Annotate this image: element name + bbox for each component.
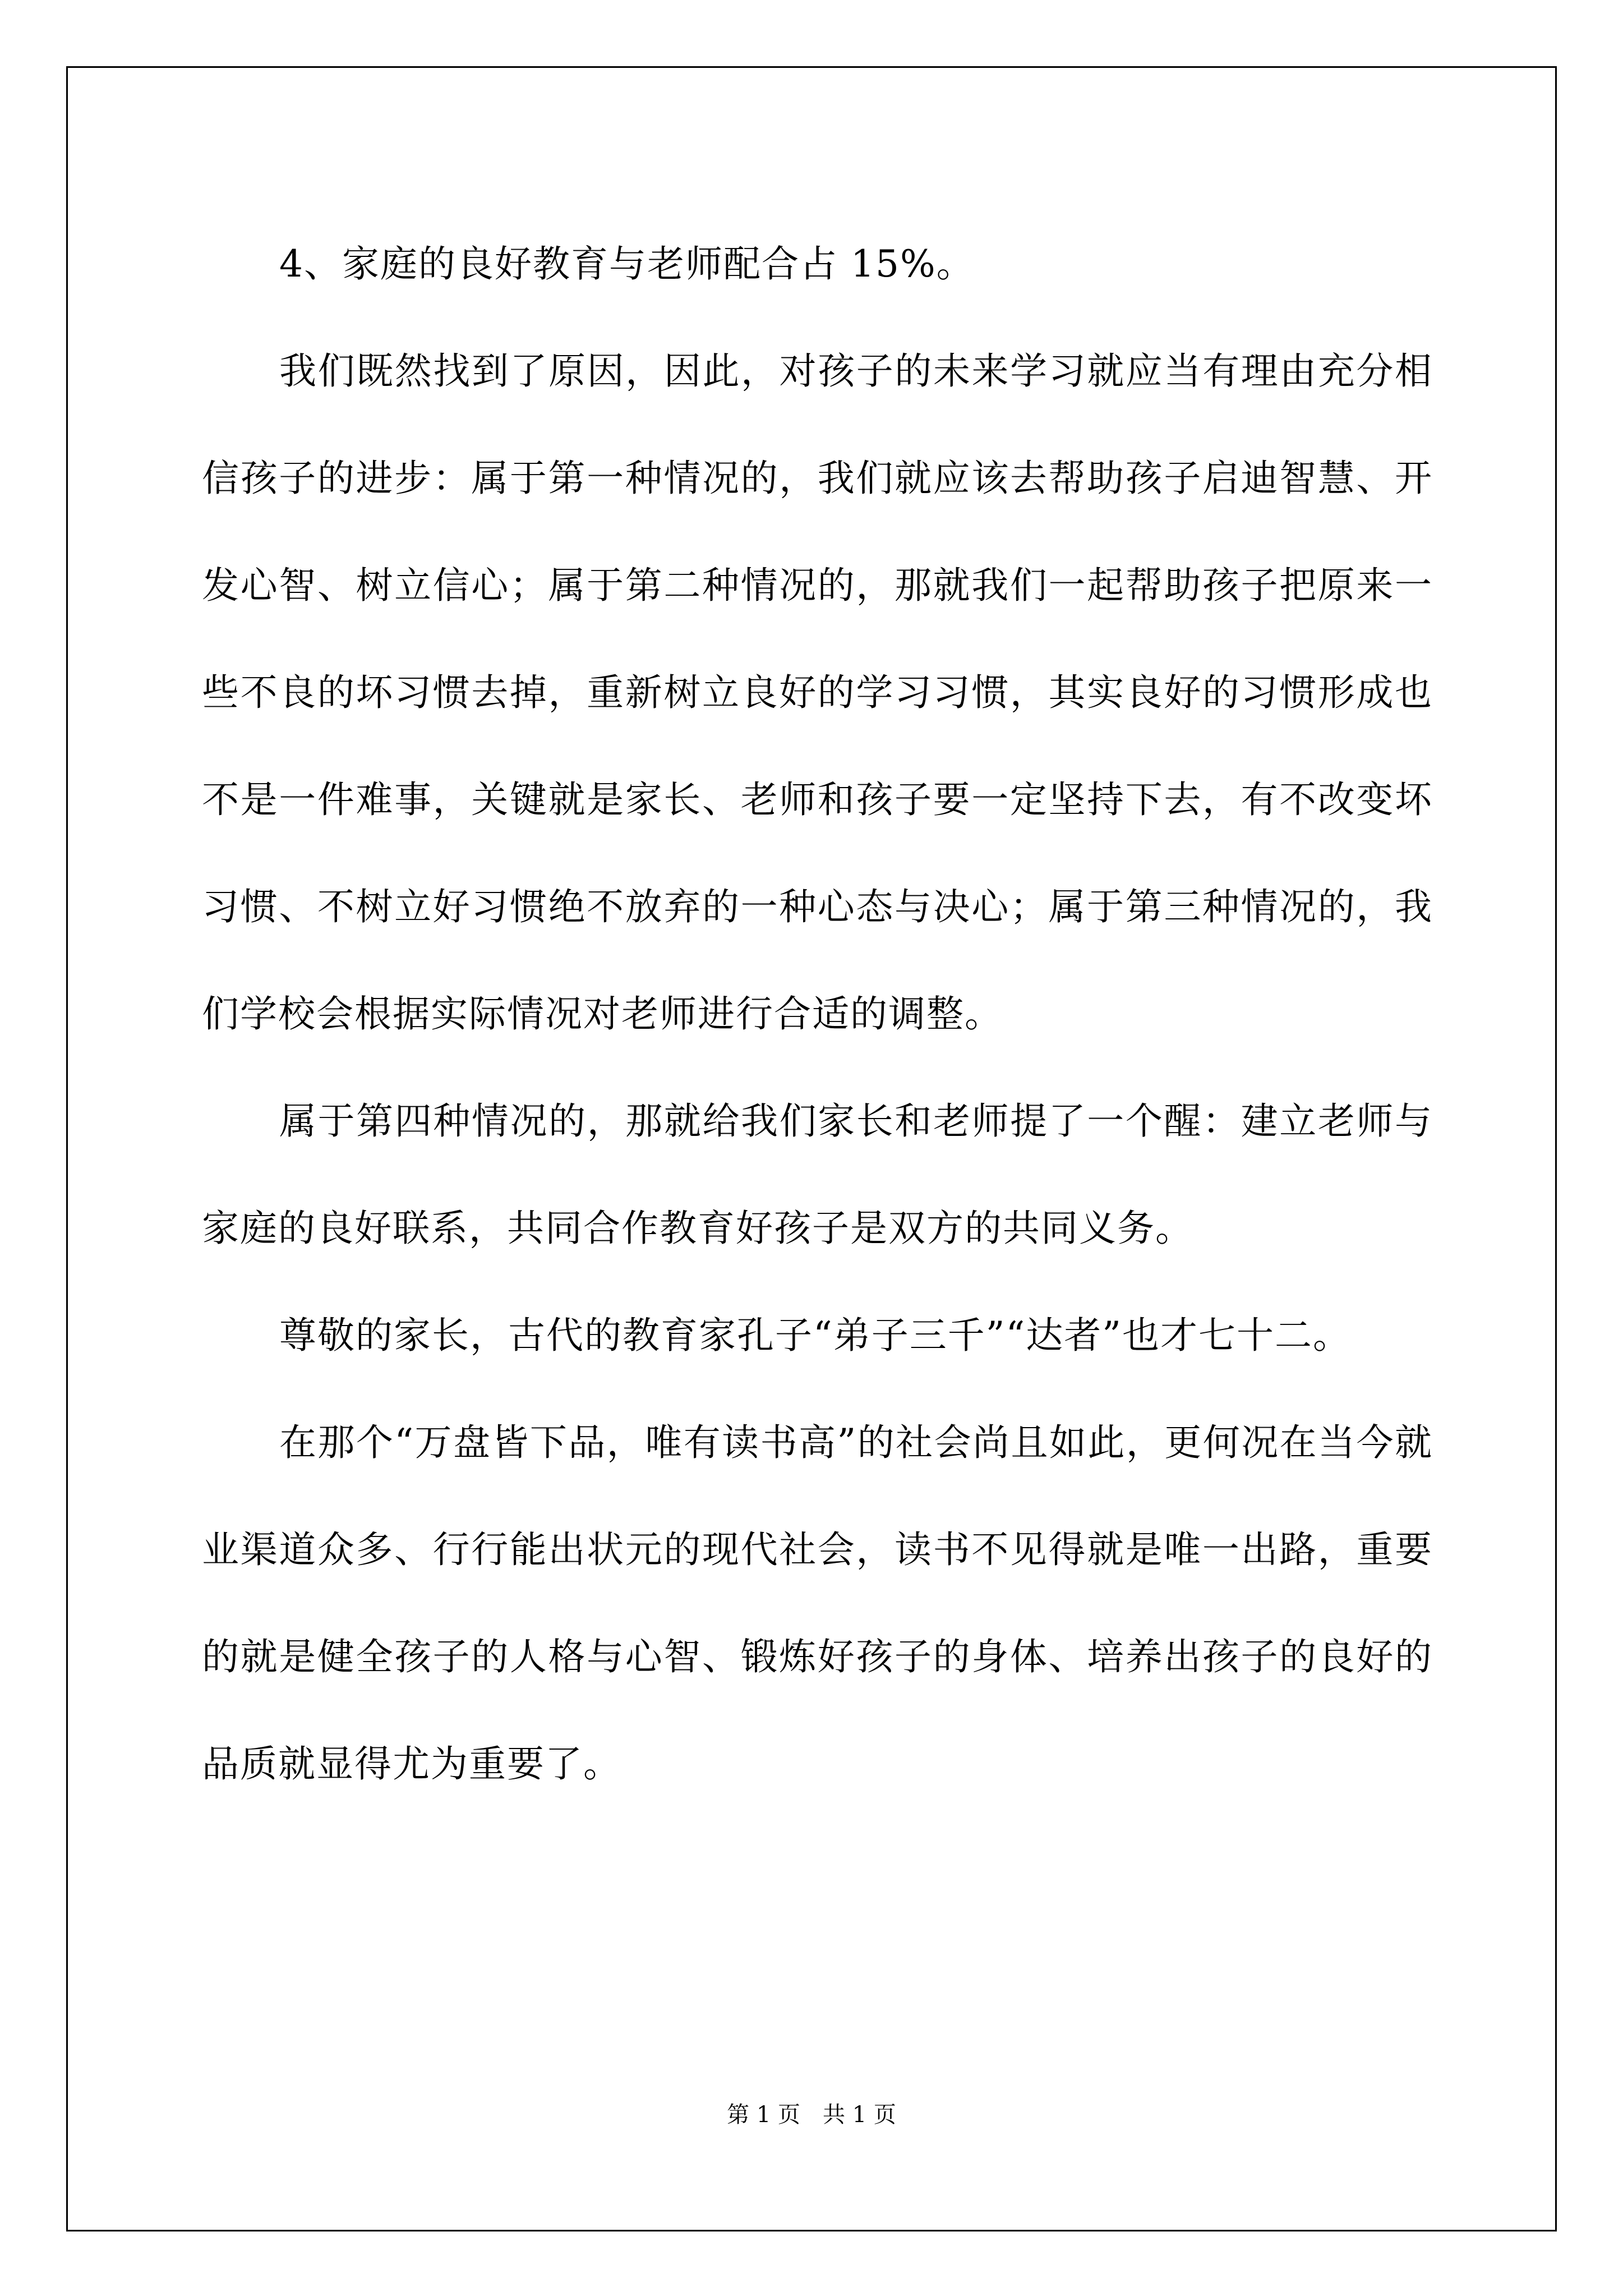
paragraph-4: 尊敬的家长，古代的教育家孔子“弟子三千”“达者”也才七十二。 bbox=[279, 1314, 1351, 1357]
paragraph-5: 在那个“万盘皆下品，唯有读书高”的社会尚且如此，更何况在当今就业渠道众多、行行能出状元的现代社会，读书不见得就是唯一出路，重要的就是健全孩子的人格与心智、锻炼好孩子的身体、培养出孩子的良好的品质就显得尤为重要了。 bbox=[202, 1421, 1433, 1786]
document-body bbox=[202, 210, 1433, 1818]
page-footer: 第 1 页 共 1 页 bbox=[727, 2102, 896, 2128]
paragraph-2: 我们既然找到了原因，因此，对孩子的未来学习就应当有理由充分相信孩子的进步：属于第一种情况的，我们就应该去帮助孩子启迪智慧、开发心智、树立信心；属于第二种情况的，那就我们一起帮助孩子把原来一些不良的坏习惯去掉，重新树立良好的学习习惯，其实良好的习惯形成也不是一件难事，关键就是家长、老师和孩子要一定坚持下去，有不改变坏习惯、不树立好习惯绝不放弃的一种心态与决心；属于第三种情况的，我们学校会根据实际情况对老师进行合适的调整。 bbox=[202, 349, 1433, 1036]
paragraph-1: 4、家庭的良好教育与老师配合占 15%。 bbox=[279, 242, 975, 286]
paragraph-3: 属于第四种情况的，那就给我们家长和老师提了一个醒：建立老师与家庭的良好联系，共同合作教育好孩子是双方的共同义务。 bbox=[202, 1099, 1433, 1250]
